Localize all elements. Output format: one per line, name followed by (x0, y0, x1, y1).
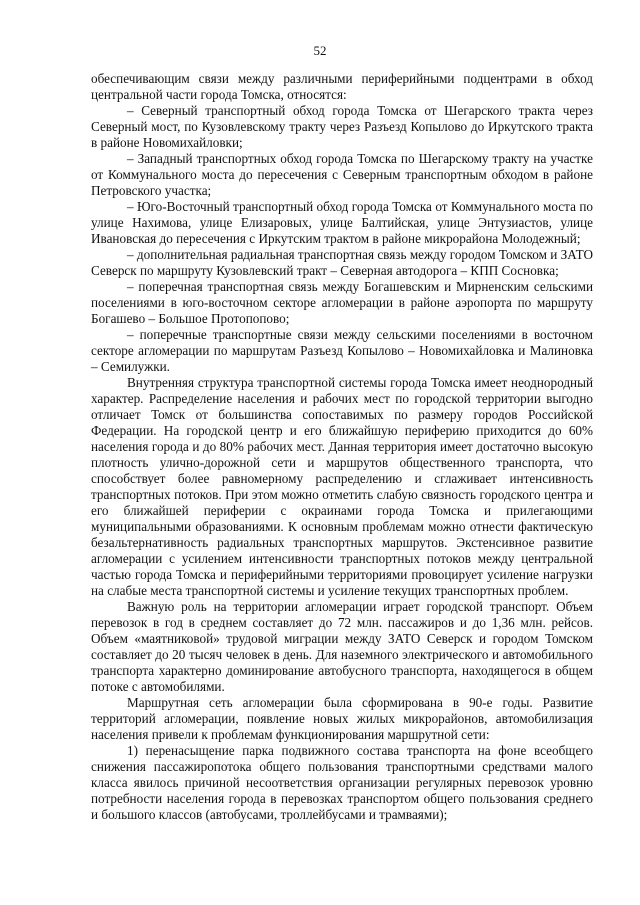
paragraph-intro: обеспечивающим связи между различными периферийными подцентрами в обход центральной части города Томска, относятся: (91, 71, 593, 102)
list-item-problem-1: 1) перенасыщение парка подвижного состава транспорта на фоне всеобщего снижения пассажиропотока общего пользования транспортными средствами малого класса явилось причиной несоответствия организации регулярных перевозок уровню потребности населения города в перевозках транспортом общего пользования среднего и большого классов (автобусами, троллейбусами и трамваями); (91, 743, 593, 822)
list-item-radial-link: – дополнительная радиальная транспортная связь между городом Томском и ЗАТО Северск по маршруту Кузовлевский тракт – Северная автодорога – КПП Сосновка; (91, 247, 593, 278)
list-item-cross-link-airport: – поперечная транспортная связь между Богашевским и Мирненским сельскими поселениями в юго-восточном секторе агломерации в районе аэропорта по маршруту Богашево – Большое Протопопово; (91, 279, 593, 326)
document-body (91, 71, 593, 823)
paragraph-internal-structure: Внутренняя структура транспортной системы города Томска имеет неоднородный характер. Распределение населения и рабочих мест по городской территории выгодно отличает Томск от большинства сопоставимых по размеру городов Российской Федерации. На городской центр и его ближайшую периферию приходится до 60% населения города и до 80% рабочих мест. Данная территория имеет достаточно высокую плотность улично-дорожной сети и маршрутов общественного транспорта, что способствует более равномерному распределению и сглаживает интенсивность транспортных потоков. При этом можно отметить слабую связность городского центра и его ближайшей периферии с окраинами города Томска и прилегающими муниципальными образованиями. К основным проблемам можно отнести фактическую безальтернативность радиальных транспортных маршрутов. Экстенсивное развитие агломерации с усилением интенсивности транспортных потоков между центральной частью города Томска и периферийными территориями провоцирует усиление нагрузки на слабые места транспортной системы и усиление текущих транспортных проблем. (91, 375, 593, 598)
list-item-cross-links-east: – поперечные транспортные связи между сельскими поселениями в восточном секторе агломерации по маршрутам Разъезд Копылово – Новомихайловка и Малиновка – Семилужки. (91, 327, 593, 374)
list-item-western-bypass: – Западный транспортных обход города Томска по Шегарскому тракту на участке от Коммунального моста до пересечения с Северным транспортным обходом в районе Петровского участка; (91, 151, 593, 198)
list-item-southeastern-bypass: – Юго-Восточный транспортный обход города Томска от Коммунального моста по улице Нахимова, улице Елизаровых, улице Балтийская, улице Энтузиастов, улице Ивановская до пересечения с Иркутским трактом в районе микрорайона Молодежный; (91, 199, 593, 246)
page-number: 52 (313, 43, 327, 58)
paragraph-route-network: Маршрутная сеть агломерации была сформирована в 90-е годы. Развитие территорий агломерации, появление новых жилых микрорайонов, автомобилизация населения привели к проблемам функционирования маршрутной сети: (91, 695, 593, 742)
list-item-northern-bypass: – Северный транспортный обход города Томска от Шегарского тракта через Северный мост, по Кузовлевскому тракту через Разъезд Копылово до Иркутского тракта в районе Новомихайловки; (91, 103, 593, 150)
paragraph-city-transport: Важную роль на территории агломерации играет городской транспорт. Объем перевозок в год в среднем составляет до 72 млн. пассажиров и до 1,36 млн. рейсов. Объем «маятниковой» трудовой миграции между ЗАТО Северск и городом Томском составляет до 20 тысяч человек в день. Для наземного электрического и автомобильного транспорта характерно доминирование автобусного транспорта, находящегося в общем потоке с автомобилями. (91, 599, 593, 694)
